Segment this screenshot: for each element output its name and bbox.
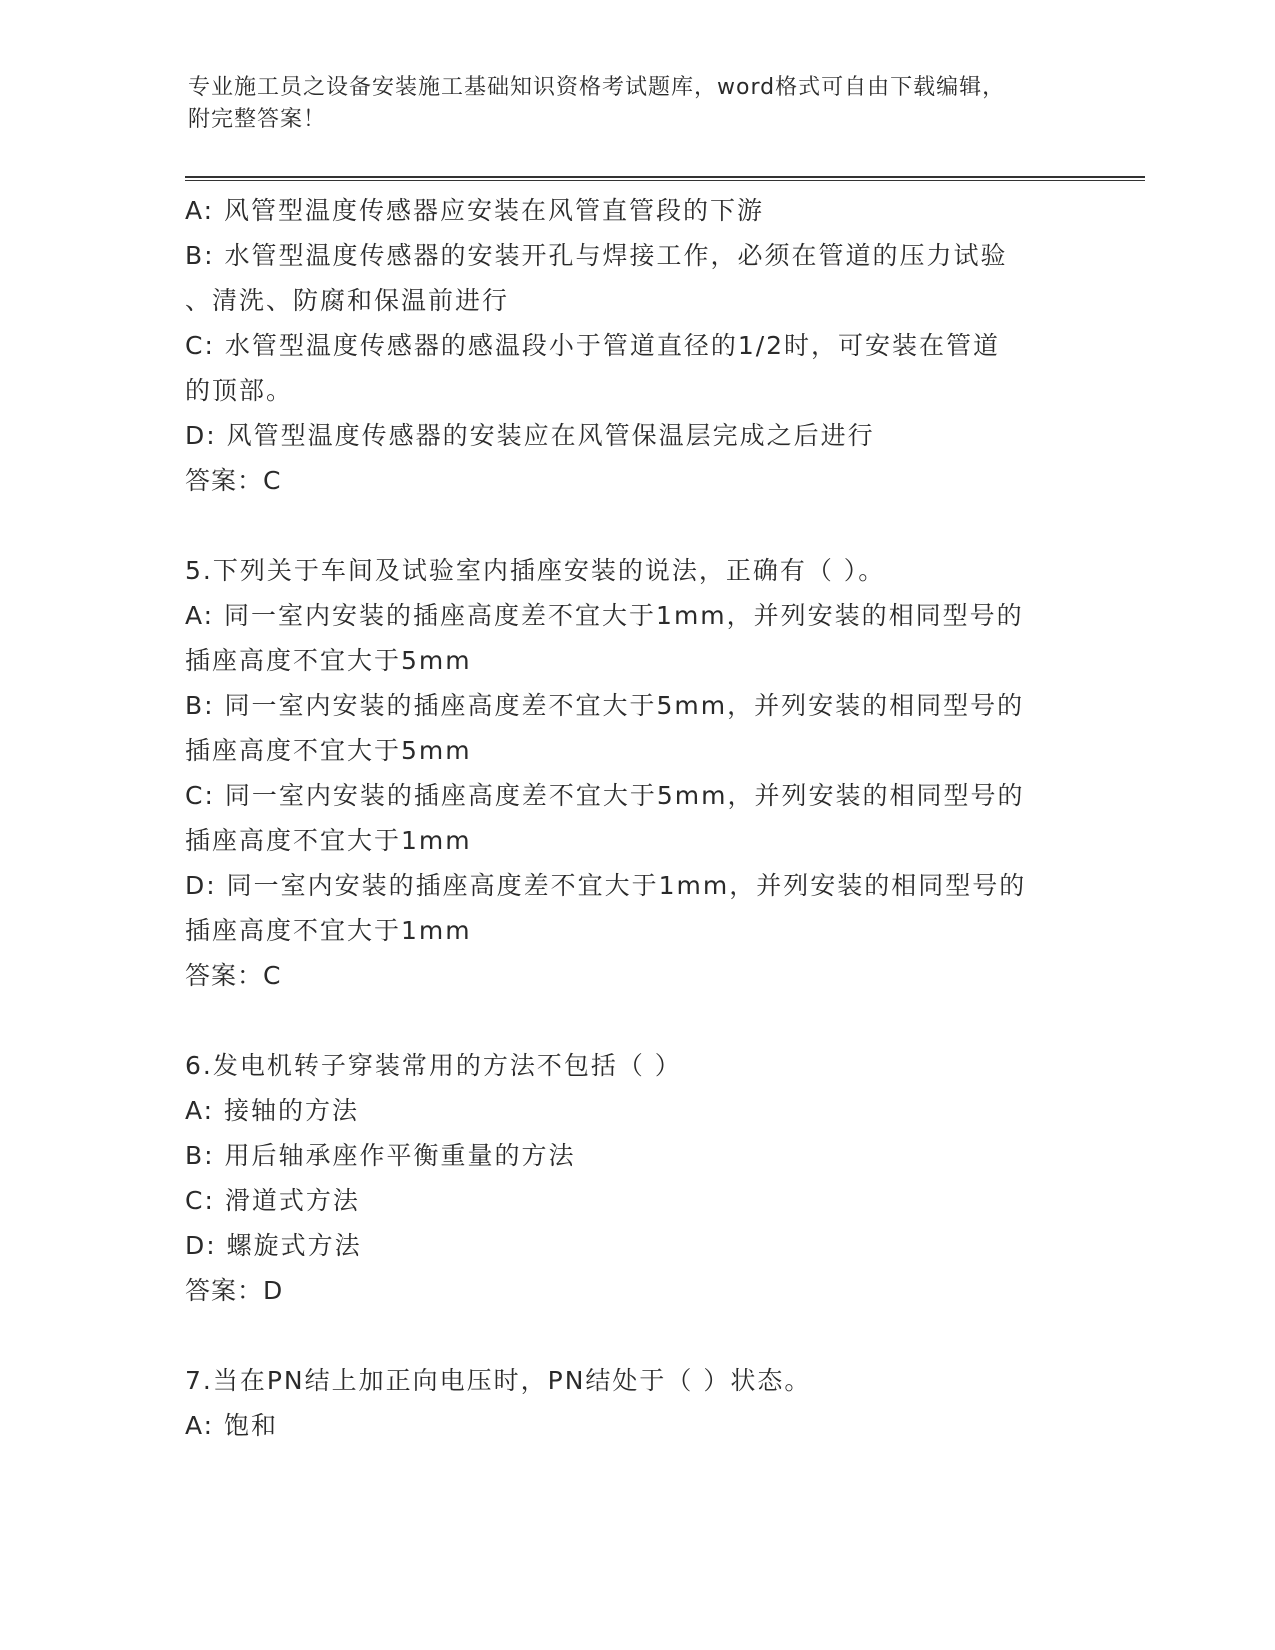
q5-option-c: C: 同一室内安装的插座高度差不宜大于5mm，并列安装的相同型号的	[185, 781, 1025, 810]
document-header	[188, 72, 1068, 136]
q5-option-d: D: 同一室内安装的插座高度差不宜大于1mm，并列安装的相同型号的	[185, 871, 1027, 900]
header-divider	[185, 176, 1145, 181]
q4-option-a: A: 风管型温度传感器应安装在风管直管段的下游	[185, 196, 765, 225]
document-body	[185, 188, 1085, 1448]
q4-answer: 答案：C	[185, 466, 282, 495]
q5-question: 5.下列关于车间及试验室内插座安装的说法，正确有（ ）。	[185, 556, 886, 585]
q5-option-a-cont: 插座高度不宜大于5mm	[185, 646, 472, 675]
q5-answer: 答案：C	[185, 961, 282, 990]
q6-option-b: B: 用后轴承座作平衡重量的方法	[185, 1141, 576, 1170]
q4-option-c-cont: 的顶部。	[185, 376, 294, 405]
q6-question: 6.发电机转子穿装常用的方法不包括（ ）	[185, 1051, 682, 1080]
q5-option-b: B: 同一室内安装的插座高度差不宜大于5mm，并列安装的相同型号的	[185, 691, 1025, 720]
q4-option-d: D: 风管型温度传感器的安装应在风管保温层完成之后进行	[185, 421, 875, 450]
q6-option-d: D: 螺旋式方法	[185, 1231, 362, 1260]
header-line-1: 专业施工员之设备安装施工基础知识资格考试题库，word格式可自由下载编辑，	[188, 75, 1006, 100]
q4-option-c: C: 水管型温度传感器的感温段小于管道直径的1/2时，可安装在管道	[185, 331, 1001, 360]
q5-option-c-cont: 插座高度不宜大于1mm	[185, 826, 472, 855]
header-line-2: 附完整答案！	[188, 107, 327, 132]
q5-option-a: A: 同一室内安装的插座高度差不宜大于1mm，并列安装的相同型号的	[185, 601, 1024, 630]
q4-option-b: B: 水管型温度传感器的安装开孔与焊接工作，必须在管道的压力试验	[185, 241, 1008, 270]
q4-option-b-cont: 、清洗、防腐和保温前进行	[185, 286, 510, 315]
q7-option-a: A: 饱和	[185, 1411, 279, 1440]
q5-option-d-cont: 插座高度不宜大于1mm	[185, 916, 472, 945]
q5-option-b-cont: 插座高度不宜大于5mm	[185, 736, 472, 765]
q6-option-c: C: 滑道式方法	[185, 1186, 360, 1215]
spacer	[185, 1313, 1085, 1358]
q6-answer: 答案：D	[185, 1276, 284, 1305]
q7-question: 7.当在PN结上加正向电压时，PN结处于（ ）状态。	[185, 1366, 812, 1395]
spacer	[185, 998, 1085, 1043]
q6-option-a: A: 接轴的方法	[185, 1096, 360, 1125]
spacer	[185, 503, 1085, 548]
